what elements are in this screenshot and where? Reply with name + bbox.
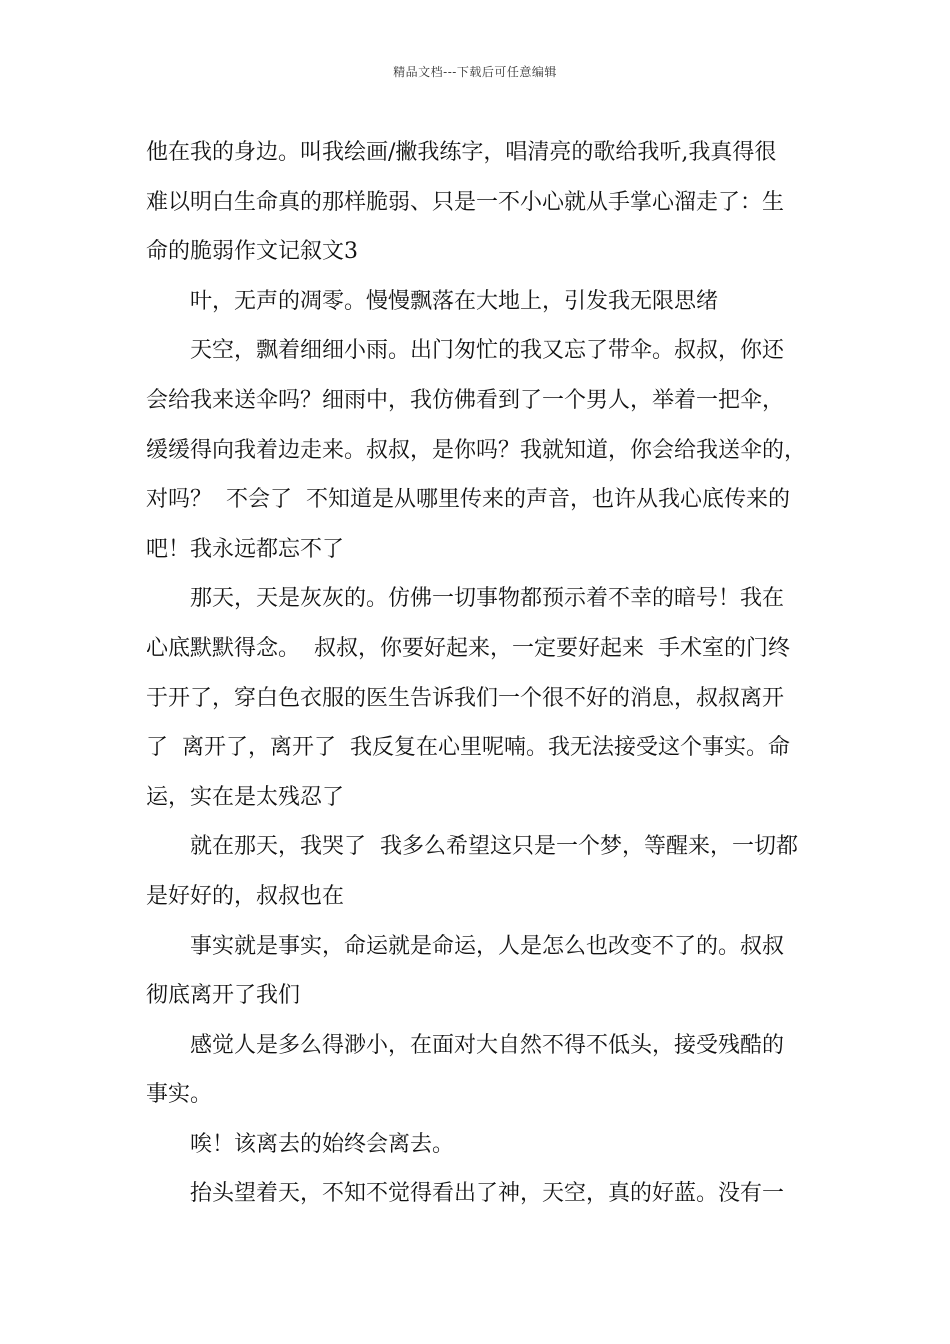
text-line: 唉！该离去的始终会离去。 [190, 1131, 455, 1157]
text-line: 运，实在是太残忍了 [146, 784, 345, 810]
text-line: 缓缓得向我着边走来。叔叔，是你吗？我就知道，你会给我送伞的， [146, 437, 807, 463]
text-line: 吧！我永远都忘不了 [146, 536, 345, 562]
text-line: 会给我来送伞吗？细雨中，我仿佛看到了一个男人，举着一把伞， [146, 387, 785, 413]
text-line: 他在我的身边。叫我绘画/撇我练字，唱清亮的歌给我听,我真得很 [146, 140, 777, 165]
text-line: 感觉人是多么得渺小，在面对大自然不得不低头，接受残酷的 [190, 1032, 785, 1058]
text-line: 彻底离开了我们 [146, 983, 301, 1009]
text-line: 抬头望着天，不知不觉得看出了神，天空，真的好蓝。没有一 [190, 1181, 785, 1207]
text-line: 命的脆弱作文记叙文3 [146, 239, 358, 265]
text-line: 就在那天，我哭了 我多么希望这只是一个梦，等醒来，一切都 [190, 834, 798, 860]
body-text [146, 128, 826, 1219]
page-header: 精品文档---下载后可任意编辑 [393, 65, 557, 79]
text-line: 难以明白生命真的那样脆弱、只是一不小心就从手掌心溜走了：生 [146, 189, 785, 215]
text-line: 是好好的，叔叔也在 [146, 883, 345, 909]
text-line: 对吗？ 不会了 不知道是从哪里传来的声音，也许从我心底传来的 [146, 487, 790, 513]
text-line: 心底默默得念。 叔叔，你要好起来，一定要好起来 手术室的门终 [146, 635, 790, 661]
text-line: 于开了，穿白色衣服的医生告诉我们一个很不好的消息，叔叔离开 [146, 685, 785, 711]
text-line: 叶，无声的凋零。慢慢飘落在大地上，引发我无限思绪 [190, 288, 719, 314]
text-line: 事实。 [146, 1082, 213, 1108]
text-line: 那天，天是灰灰的。仿佛一切事物都预示着不幸的暗号！我在 [190, 586, 785, 612]
text-line: 了 离开了，离开了 我反复在心里呢喃。我无法接受这个事实。命 [146, 735, 790, 761]
text-line: 事实就是事实，命运就是命运，人是怎么也改变不了的。叔叔 [190, 933, 785, 959]
text-line: 天空，飘着细细小雨。出门匆忙的我又忘了带伞。叔叔，你还 [190, 338, 785, 364]
